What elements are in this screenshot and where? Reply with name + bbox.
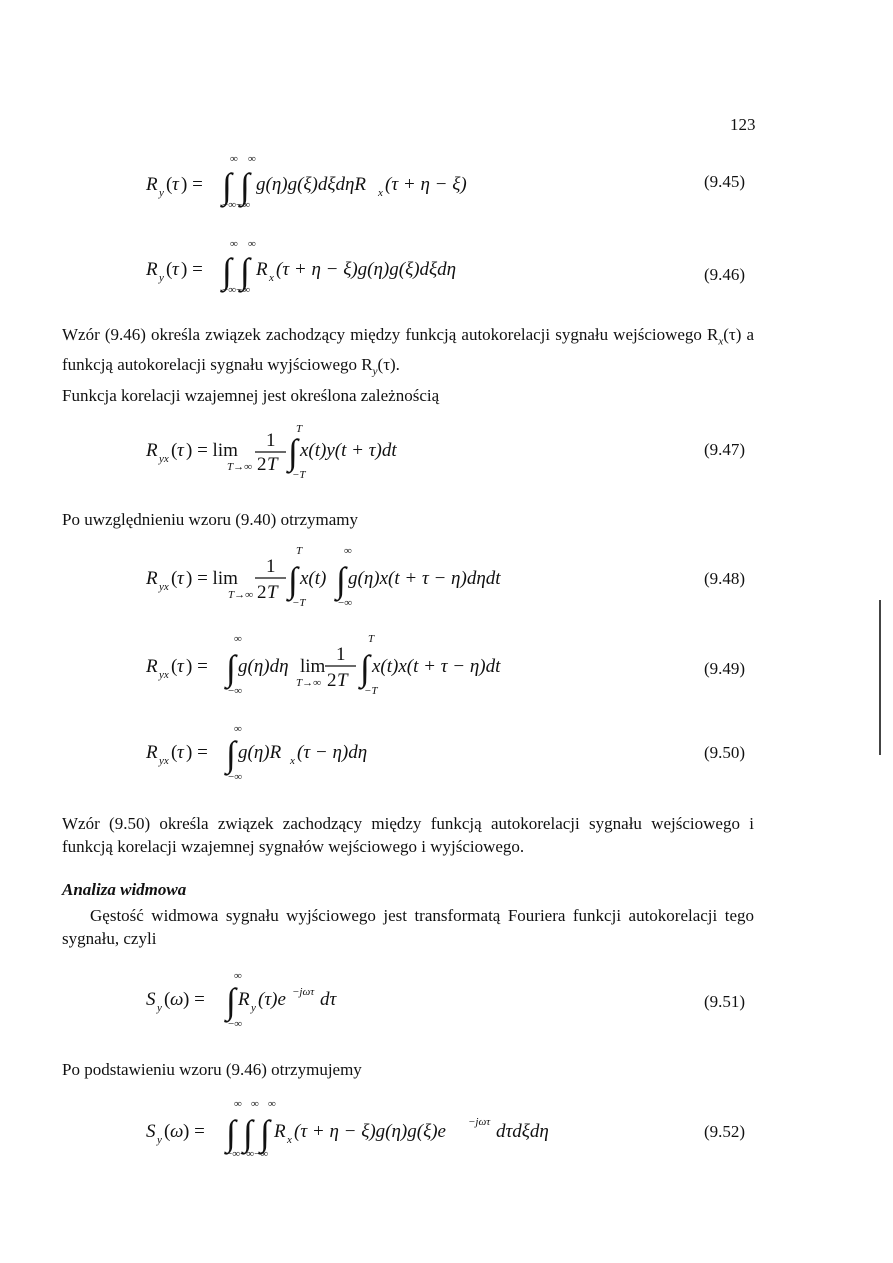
svg-text:x: x xyxy=(290,755,295,767)
svg-text:T→∞: T→∞ xyxy=(228,589,253,601)
svg-text:) =: ) = xyxy=(181,259,203,280)
svg-text:y: y xyxy=(157,1002,162,1014)
svg-text:−T: −T xyxy=(364,685,378,697)
svg-text:∫: ∫ xyxy=(288,560,298,600)
svg-text:(: ( xyxy=(164,1121,171,1142)
svg-text:(: ( xyxy=(166,174,173,195)
svg-text:τ: τ xyxy=(177,656,184,677)
svg-text:yx: yx xyxy=(159,755,169,767)
equation-9-50 xyxy=(0,722,893,787)
svg-text:∞: ∞ xyxy=(234,633,242,645)
svg-text:∫: ∫ xyxy=(226,1113,236,1153)
svg-text:−∞: −∞ xyxy=(228,685,243,697)
svg-text:∞: ∞ xyxy=(234,1098,242,1110)
svg-text:dτ: dτ xyxy=(320,989,337,1010)
svg-text:∫: ∫ xyxy=(226,648,236,688)
svg-text:2: 2 xyxy=(257,454,267,475)
svg-text:) =: ) = xyxy=(183,1121,205,1142)
svg-text:∫: ∫ xyxy=(336,560,346,600)
svg-text:g(η)R: g(η)R xyxy=(238,742,282,763)
svg-text:∞: ∞ xyxy=(248,153,256,165)
svg-text:−∞−∞: −∞−∞ xyxy=(222,199,251,211)
svg-text:(τ + η − ξ)g(η)g(ξ)dξdη: (τ + η − ξ)g(η)g(ξ)dξdη xyxy=(276,259,457,280)
svg-text:τ: τ xyxy=(172,174,179,195)
svg-text:∫: ∫ xyxy=(240,166,250,206)
svg-text:−∞: −∞ xyxy=(228,1018,243,1030)
svg-text:τ: τ xyxy=(177,440,184,461)
svg-text:S: S xyxy=(146,989,156,1010)
svg-text:(: ( xyxy=(171,440,178,461)
svg-text:x: x xyxy=(269,272,274,284)
svg-text:) = lim: ) = lim xyxy=(186,568,238,589)
svg-text:∫: ∫ xyxy=(240,251,250,291)
svg-text:T→∞: T→∞ xyxy=(227,461,252,473)
svg-text:x: x xyxy=(378,187,383,199)
svg-text:T: T xyxy=(368,633,375,645)
svg-text:∞: ∞ xyxy=(344,545,352,557)
svg-text:T: T xyxy=(296,545,303,557)
svg-text:(τ + η − ξ)g(η)g(ξ)e: (τ + η − ξ)g(η)g(ξ)e xyxy=(294,1121,446,1142)
svg-text:g(η)dη: g(η)dη xyxy=(238,656,289,677)
svg-text:x(t)y(t + τ)dt: x(t)y(t + τ)dt xyxy=(300,440,397,461)
svg-text:(τ)e: (τ)e xyxy=(258,989,286,1010)
svg-text:yx: yx xyxy=(159,669,169,681)
svg-text:) =: ) = xyxy=(183,989,205,1010)
svg-text:y: y xyxy=(159,187,164,199)
svg-text:R: R xyxy=(146,174,158,195)
svg-text:T→∞: T→∞ xyxy=(296,677,321,689)
equation-number: (9.51) xyxy=(704,992,746,1011)
svg-text:−∞: −∞ xyxy=(228,771,243,783)
svg-text:−jωτ: −jωτ xyxy=(468,1116,491,1128)
equation-9-52 xyxy=(0,1093,893,1163)
equation-number: (9.49) xyxy=(704,659,746,678)
svg-text:−T: −T xyxy=(292,469,306,481)
svg-text:τ: τ xyxy=(172,259,179,280)
svg-text:−∞: −∞ xyxy=(338,597,353,609)
svg-text:∫: ∫ xyxy=(226,981,236,1021)
page-number: 123 xyxy=(730,115,756,134)
equation-number: (9.47) xyxy=(704,440,746,459)
svg-text:−∞−∞−∞: −∞−∞−∞ xyxy=(226,1148,269,1160)
svg-text:1: 1 xyxy=(266,556,276,577)
svg-text:x: x xyxy=(287,1134,292,1146)
svg-text:T: T xyxy=(267,582,278,603)
svg-text:y: y xyxy=(251,1002,256,1014)
svg-text:) = lim: ) = lim xyxy=(186,440,238,461)
svg-text:∞: ∞ xyxy=(234,970,242,982)
equation-number: (9.50) xyxy=(704,743,746,762)
svg-text:ω: ω xyxy=(170,989,184,1010)
svg-text:∫: ∫ xyxy=(360,648,370,688)
svg-text:∞: ∞ xyxy=(230,153,238,165)
svg-text:(: ( xyxy=(171,656,178,677)
svg-text:T: T xyxy=(337,670,348,691)
svg-text:T: T xyxy=(267,454,278,475)
svg-text:−T: −T xyxy=(292,597,306,609)
svg-text:∞: ∞ xyxy=(268,1098,276,1110)
svg-text:R: R xyxy=(146,259,158,280)
paragraph: Wzór (9.50) określa związek zachodzący między funkcją autokorelacji sygnału wejściowego i funkcją korelacji wzajemnej sygnałów wejściowego i wyjściowego. xyxy=(62,814,754,856)
svg-text:x(t): x(t) xyxy=(300,568,327,589)
svg-text:T: T xyxy=(296,423,303,435)
paragraph: Gęstość widmowa sygnału wyjściowego jest transformatą Fouriera funkcji autokorelacji tego sygnału, czyli xyxy=(62,906,754,948)
svg-text:∫: ∫ xyxy=(260,1113,270,1153)
svg-text:R: R xyxy=(146,656,158,677)
paragraph: Po uwzględnieniu wzoru (9.40) otrzymamy xyxy=(62,510,359,529)
svg-text:1: 1 xyxy=(336,644,346,665)
svg-text:) =: ) = xyxy=(186,656,208,677)
svg-text:∞: ∞ xyxy=(251,1098,259,1110)
svg-text:∫: ∫ xyxy=(288,432,298,472)
equation-number: (9.48) xyxy=(704,569,746,588)
paragraph: Wzór (9.46) określa związek zachodzący między funkcją autokorelacji sygnału wejściowego $R_x(\tau)$ a funkcją autokorelacji sygnału wyjściowego $R_y(\tau)$. Funkcja korelacji wzajemnej jest określona zależnością xyxy=(62,325,755,405)
svg-text:(τ − η)dη: (τ − η)dη xyxy=(297,742,368,763)
svg-text:R: R xyxy=(146,568,158,589)
svg-text:∞: ∞ xyxy=(230,238,238,250)
svg-text:S: S xyxy=(146,1121,156,1142)
svg-text:yx: yx xyxy=(159,581,169,593)
svg-text:y: y xyxy=(157,1134,162,1146)
svg-text:yx: yx xyxy=(159,453,169,465)
svg-text:∞: ∞ xyxy=(234,723,242,735)
equation-number: (9.46) xyxy=(704,265,746,284)
svg-text:−jωτ: −jωτ xyxy=(292,986,315,998)
svg-text:∫: ∫ xyxy=(222,251,232,291)
svg-text:2: 2 xyxy=(327,670,337,691)
svg-text:x(t)x(t + τ − η)dt: x(t)x(t + τ − η)dt xyxy=(372,656,501,677)
svg-text:−∞−∞: −∞−∞ xyxy=(222,284,251,296)
svg-text:(: ( xyxy=(166,259,173,280)
equation-9-47 xyxy=(0,418,893,488)
svg-text:(τ + η − ξ): (τ + η − ξ) xyxy=(385,174,467,195)
svg-text:g(η)g(ξ)dξdηR: g(η)g(ξ)dξdηR xyxy=(256,174,367,195)
svg-text:) =: ) = xyxy=(181,174,203,195)
svg-text:lim: lim xyxy=(300,656,326,677)
equation-9-48 xyxy=(0,540,893,615)
svg-text:τ: τ xyxy=(177,568,184,589)
svg-text:R: R xyxy=(146,440,158,461)
svg-text:R: R xyxy=(238,989,250,1010)
scan-edge-line xyxy=(879,600,881,755)
svg-text:R: R xyxy=(274,1121,286,1142)
svg-text:2: 2 xyxy=(257,582,267,603)
svg-text:g(η)x(t + τ − η)dηdt: g(η)x(t + τ − η)dηdt xyxy=(348,568,501,589)
equation-number: (9.52) xyxy=(704,1122,746,1141)
svg-text:∫: ∫ xyxy=(222,166,232,206)
svg-text:(: ( xyxy=(164,989,171,1010)
equation-9-49 xyxy=(0,628,893,703)
paragraph: Po podstawieniu wzoru (9.46) otrzymujemy xyxy=(62,1060,362,1079)
svg-text:(: ( xyxy=(171,568,178,589)
svg-text:∞: ∞ xyxy=(248,238,256,250)
svg-text:dτdξdη: dτdξdη xyxy=(496,1121,549,1142)
svg-text:τ: τ xyxy=(177,742,184,763)
equation-number: (9.45) xyxy=(704,172,746,191)
svg-text:1: 1 xyxy=(266,430,276,451)
section-heading: Analiza widmowa xyxy=(62,880,187,899)
svg-text:y: y xyxy=(159,272,164,284)
svg-text:R: R xyxy=(146,742,158,763)
equation-9-45 xyxy=(0,150,893,210)
svg-text:(: ( xyxy=(171,742,178,763)
equation-9-51 xyxy=(0,965,893,1030)
svg-text:R: R xyxy=(256,259,268,280)
svg-text:) =: ) = xyxy=(186,742,208,763)
svg-text:∫: ∫ xyxy=(243,1113,253,1153)
svg-text:ω: ω xyxy=(170,1121,184,1142)
equation-9-46 xyxy=(0,235,893,295)
svg-text:∫: ∫ xyxy=(226,734,236,774)
